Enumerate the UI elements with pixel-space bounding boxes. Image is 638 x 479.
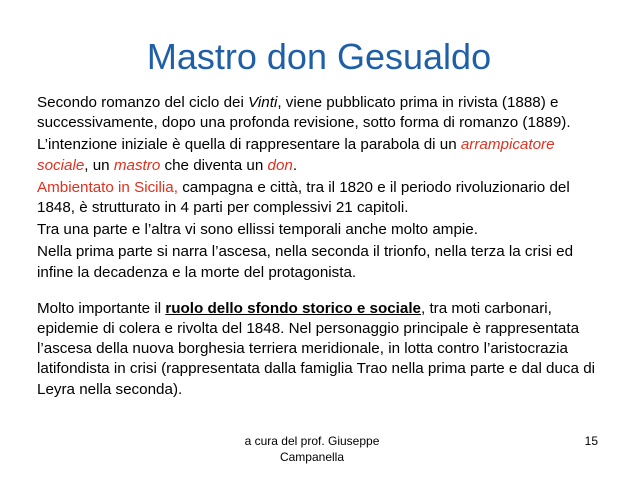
text: Molto importante il bbox=[37, 299, 166, 317]
slide-body bbox=[37, 93, 607, 402]
paragraph-intention bbox=[37, 135, 607, 175]
paragraph-historical-background bbox=[37, 299, 607, 400]
text: . bbox=[292, 156, 298, 174]
footer-credit: a cura del prof. Giuseppe Campanella bbox=[244, 434, 380, 464]
slide-title: Mastro don Gesualdo bbox=[146, 36, 492, 77]
text: che diventa un bbox=[160, 156, 268, 174]
paragraph-setting bbox=[37, 178, 607, 218]
text: , viene pubblicato prima in rivista (1888) e successivamente, dopo una profonda revisione, sotto forma di romanzo (1889). bbox=[37, 94, 571, 132]
text: L’intenzione iniziale è quella di rappresentare la parabola di un bbox=[37, 136, 461, 154]
vinti-emphasis: Vinti bbox=[248, 94, 278, 111]
don-highlight: don bbox=[267, 156, 293, 174]
mastro-highlight: mastro bbox=[113, 156, 161, 174]
text: , un bbox=[84, 156, 114, 174]
paragraph-intro bbox=[37, 93, 607, 133]
setting-highlight: Ambientato in Sicilia, bbox=[37, 178, 178, 196]
text: , tra moti carbonari, epidemie di colera e rivolta del 1848. Nel personaggio principale è rappresentata l’ascesa della nuova borghesia terriera meridionale, in lotta contro l’aristocrazia latifondista in crisi (rappresentata dalla famiglia Trao nella prima parte e dal duca di Leyra nella seconda). bbox=[37, 299, 596, 398]
text: Secondo romanzo del ciclo dei bbox=[37, 94, 249, 111]
paragraph-ellipses: Tra una parte e l’altra vi sono ellissi temporali anche molto ampie. bbox=[37, 221, 478, 239]
page-number: 15 bbox=[584, 434, 598, 448]
text: campagna e città, tra il 1820 e il periodo rivoluzionario del 1848, è strutturato in 4 parti per complessivi 21 capitoli. bbox=[37, 178, 570, 217]
arrampicatore-highlight: arrampicatore sociale bbox=[37, 136, 555, 174]
paragraph-structure: Nella prima parte si narra l’ascesa, nella seconda il trionfo, nella terza la crisi ed infine la decadenza e la morte del protagonista. bbox=[37, 243, 574, 281]
ruolo-sfondo-emphasis: ruolo dello sfondo storico e sociale bbox=[165, 299, 422, 317]
